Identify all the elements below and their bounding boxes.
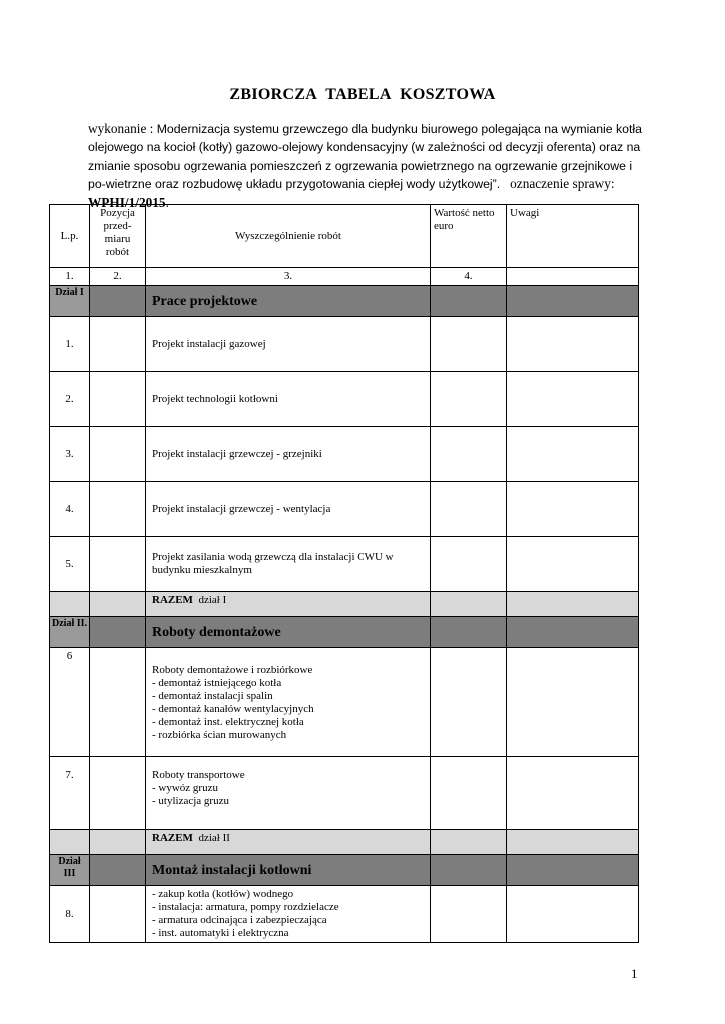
column-number: 2. bbox=[90, 268, 146, 286]
row-notes-cell bbox=[507, 427, 639, 482]
table-row bbox=[50, 482, 639, 537]
header-description: Wyszczególnienie robót bbox=[146, 205, 431, 268]
row-value-cell bbox=[431, 317, 507, 372]
row-value-cell bbox=[431, 427, 507, 482]
page-number: 1 bbox=[631, 966, 638, 981]
cost-table bbox=[49, 204, 639, 943]
column-numbering-row bbox=[50, 268, 639, 286]
table-row bbox=[50, 372, 639, 427]
row-value-cell bbox=[431, 648, 507, 757]
table-row bbox=[50, 317, 639, 372]
row-notes-cell bbox=[507, 317, 639, 372]
row-notes-cell bbox=[507, 886, 639, 943]
column-number bbox=[507, 268, 639, 286]
header-notes: Uwagi bbox=[507, 205, 639, 268]
table-row bbox=[50, 648, 639, 757]
row-lp: 2. bbox=[50, 372, 90, 427]
intro-label: wykonanie : bbox=[88, 121, 157, 136]
header-value: Wartość netto euro bbox=[431, 205, 507, 268]
table-row bbox=[50, 757, 639, 830]
page-title: ZBIORCZA TABELA KOSZTOWA bbox=[229, 86, 496, 103]
row-description: Projekt instalacji grzewczej - grzejniki bbox=[146, 427, 431, 482]
total-value-cell bbox=[431, 592, 507, 617]
row-line: - demontaż istniejącego kotła bbox=[152, 677, 282, 689]
intro-paragraph bbox=[88, 120, 648, 211]
row-lp: 4. bbox=[50, 482, 90, 537]
row-description: Projekt instalacji gazowej bbox=[146, 317, 431, 372]
section-title: Prace projektowe bbox=[146, 286, 431, 317]
intro-text: Modernizacja systemu grzewczego dla budynku biurowego polegająca na wymianie kotła olejowego na kocioł (kotły) gazowo-olejowy kondensacyjny (w zależności od decyzji oferenta) oraz na zmianie sposobu ogrzewania pomieszczeń z ogrzewania powietrznego na ogrzewanie grzejnikowe i po-wietrzne oraz rozbudowę układu przygotowania ciepłej wody użytkowej”. bbox=[88, 122, 643, 192]
total-keyword: RAZEM bbox=[152, 832, 193, 844]
row-value-cell bbox=[431, 886, 507, 943]
section-header-row bbox=[50, 286, 639, 317]
row-line: - instalacja: armatura, pompy rozdzielacze bbox=[152, 901, 339, 913]
row-description: Projekt technologii kotłowni bbox=[146, 372, 431, 427]
section-label: Dział III bbox=[50, 855, 90, 886]
row-description bbox=[146, 648, 431, 757]
row-lp: 7. bbox=[50, 757, 90, 830]
section-header-row bbox=[50, 617, 639, 648]
row-line: Roboty demontażowe i rozbiórkowe bbox=[152, 664, 313, 676]
section-title: Roboty demontażowe bbox=[146, 617, 431, 648]
row-value-cell bbox=[431, 537, 507, 592]
section-total-label bbox=[146, 830, 431, 855]
row-line: - rozbiórka ścian murowanych bbox=[152, 729, 287, 741]
row-description bbox=[146, 886, 431, 943]
row-description: Projekt zasilania wodą grzewczą dla instalacji CWU w budynku mieszkalnym bbox=[146, 537, 431, 592]
table-row bbox=[50, 427, 639, 482]
case-reference-dot: . bbox=[165, 194, 169, 210]
row-notes-cell bbox=[507, 757, 639, 830]
row-description bbox=[146, 757, 431, 830]
table-header-row bbox=[50, 205, 639, 268]
table-row bbox=[50, 886, 639, 943]
total-value-cell bbox=[431, 830, 507, 855]
row-description: Projekt instalacji grzewczej - wentylacja bbox=[146, 482, 431, 537]
row-lp: 6 bbox=[50, 648, 90, 757]
column-number: 4. bbox=[431, 268, 507, 286]
row-line: - utylizacja gruzu bbox=[152, 795, 229, 807]
section-label: Dział I bbox=[50, 286, 90, 317]
row-value-cell bbox=[431, 757, 507, 830]
row-line: - demontaż instalacji spalin bbox=[152, 690, 273, 702]
section-label: Dział II. bbox=[50, 617, 90, 648]
case-label: oznaczenie sprawy: bbox=[510, 176, 615, 192]
total-keyword: RAZEM bbox=[152, 594, 193, 606]
column-number: 1. bbox=[50, 268, 90, 286]
row-line: - inst. automatyki i elektryczna bbox=[152, 927, 289, 939]
section-header-row bbox=[50, 855, 639, 886]
total-section: dział I bbox=[198, 594, 227, 606]
row-line: - armatura odcinająca i zabezpieczająca bbox=[152, 914, 327, 926]
section-total-row bbox=[50, 592, 639, 617]
row-notes-cell bbox=[507, 372, 639, 427]
row-notes-cell bbox=[507, 648, 639, 757]
row-lp: 5. bbox=[50, 537, 90, 592]
row-line: Roboty transportowe bbox=[152, 769, 245, 781]
row-lp: 8. bbox=[50, 886, 90, 943]
header-position: Pozycja przed-miaru robót bbox=[90, 205, 146, 268]
section-total-label bbox=[146, 592, 431, 617]
table-row bbox=[50, 537, 639, 592]
row-value-cell bbox=[431, 482, 507, 537]
row-lp: 1. bbox=[50, 317, 90, 372]
row-notes-cell bbox=[507, 482, 639, 537]
row-line: - wywóz gruzu bbox=[152, 782, 218, 794]
row-value-cell bbox=[431, 372, 507, 427]
row-line: - zakup kotła (kotłów) wodnego bbox=[152, 888, 294, 900]
section-title: Montaż instalacji kotłowni bbox=[146, 855, 431, 886]
row-lp: 3. bbox=[50, 427, 90, 482]
row-line: - demontaż kanałów wentylacyjnych bbox=[152, 703, 314, 715]
total-section: dział II bbox=[198, 832, 230, 844]
row-notes-cell bbox=[507, 537, 639, 592]
column-number: 3. bbox=[146, 268, 431, 286]
row-line: - demontaż inst. elektrycznej kotła bbox=[152, 716, 304, 728]
header-lp: L.p. bbox=[50, 205, 90, 268]
case-reference: WPHI/1/2015 bbox=[88, 194, 166, 210]
section-total-row bbox=[50, 830, 639, 855]
